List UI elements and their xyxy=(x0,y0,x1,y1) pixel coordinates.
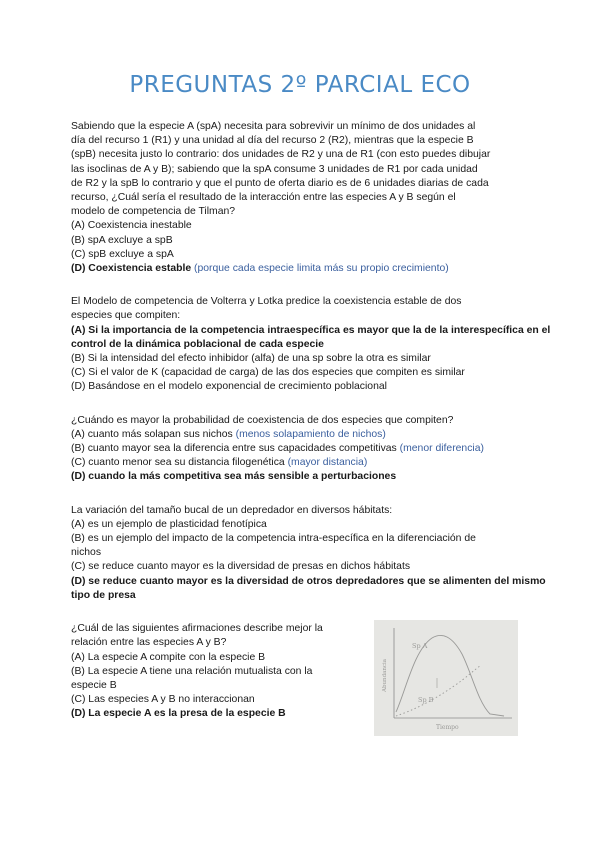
q1-option-b: (B) spA excluye a spB xyxy=(71,234,173,246)
q2-answer-line: control de la dinámica poblacional de cada especie xyxy=(71,338,324,350)
q5-option-c: (C) Las especies A y B no interaccionan xyxy=(71,694,255,706)
question-1 xyxy=(71,120,591,276)
q3-option-c-note: (mayor distancia) xyxy=(287,457,368,469)
q3-option-a-note: (menos solapamiento de nichos) xyxy=(235,428,386,440)
q1-stem-line: Sabiendo que la especie A (spA) necesita para sobrevivir un mínimo de dos unidades al xyxy=(71,121,476,132)
q1-stem-line: las isoclinas de A y B); sabiendo que la spA consume 3 unidades de R1 por cada unidad xyxy=(71,163,478,175)
question-4 xyxy=(71,504,591,603)
q3-option-a xyxy=(71,428,591,442)
q1-answer-note: (porque cada especie limita más su propio crecimiento) xyxy=(194,263,449,275)
q4-answer-line: tipo de presa xyxy=(71,589,136,601)
x-axis-label: Tiempo xyxy=(436,724,459,732)
q4-stem: La variación del tamaño bucal de un depredador en diversos hábitats: xyxy=(71,504,393,516)
label-sp-a: Sp A xyxy=(412,642,428,651)
q1-option-a: (A) Coexistencia inestable xyxy=(71,220,192,232)
q3-option-b xyxy=(71,442,591,456)
q3-option-c xyxy=(71,456,591,470)
q2-option-d: (D) Basándose en el modelo exponencial de crecimiento poblacional xyxy=(71,381,387,393)
q3-option-b-note: (menor diferencia) xyxy=(399,443,484,455)
q2-option-c: (C) Si el valor de K (capacidad de carga) de las dos especies que compiten es similar xyxy=(71,367,465,379)
q2-stem-line: El Modelo de competencia de Volterra y Lotka predice la coexistencia estable de dos xyxy=(71,296,462,308)
y-axis-label: Abundancia xyxy=(382,659,388,693)
population-dynamics-figure xyxy=(374,620,518,736)
q1-stem-line: de R2 y la spB lo contrario y que el punto de oferta diario es de 6 unidades diarias de cada xyxy=(71,177,489,189)
q5-stem-line: ¿Cuál de las siguientes afirmaciones describe mejor la xyxy=(71,623,323,635)
q2-answer-line: (A) Si la importancia de la competencia intraespecífica es mayor que la de la interespecífica en el xyxy=(71,324,551,336)
q1-stem-line: (spB) necesita justo lo contrario: dos unidades de R2 y una de R1 (con esto puedes dibujar xyxy=(71,149,491,161)
question-list xyxy=(71,120,591,732)
q3-option-a-text: (A) cuanto más solapan sus nichos xyxy=(71,428,233,440)
q3-stem: ¿Cuándo es mayor la probabilidad de coexistencia de dos especies que compiten? xyxy=(71,414,454,426)
q1-answer-row xyxy=(71,262,591,276)
q3-option-b-text: (B) cuanto mayor sea la diferencia entre sus capacidades competitivas xyxy=(71,443,397,455)
q3-option-c-text: (C) cuanto menor sea su distancia filogenética xyxy=(71,457,285,469)
q2-option-b: (B) Si la intensidad del efecto inhibidor (alfa) de una sp sobre la otra es similar xyxy=(71,353,431,365)
q5-option-b-cont: especie B xyxy=(71,679,117,691)
q4-option-c: (C) se reduce cuanto mayor es la diversidad de presas en dichos hábitats xyxy=(71,561,411,573)
q2-stem-line: especies que compiten: xyxy=(71,310,181,322)
question-5 xyxy=(71,622,591,732)
q5-option-b: (B) La especie A tiene una relación mutualista con la xyxy=(71,665,313,677)
label-sp-b: Sp B xyxy=(418,696,434,705)
q4-option-b-cont: nichos xyxy=(71,547,102,559)
q1-answer: (D) Coexistencia estable xyxy=(71,263,192,275)
q1-stem-line: recurso, ¿Cuál sería el resultado de la interacción entre las especies A y B según el xyxy=(71,192,456,204)
q5-answer: (D) La especie A es la presa de la especie B xyxy=(71,708,286,720)
question-3 xyxy=(71,414,591,485)
q5-stem-line: relación entre las especies A y B? xyxy=(71,637,227,649)
q1-stem-line: modelo de competencia de Tilman? xyxy=(71,206,236,218)
q4-option-b: (B) es un ejemplo del impacto de la competencia intra-específica en la diferenciación de xyxy=(71,533,476,545)
q4-answer-line: (D) se reduce cuanto mayor es la diversidad de otros depredadores que se alimenten del mismo xyxy=(71,575,546,587)
q4-option-a: (A) es un ejemplo de plasticidad fenotípica xyxy=(71,518,267,530)
q1-stem-line: día del recurso 1 (R1) y una unidad al día del recurso 2 (R2), mientras que la especie B xyxy=(71,135,474,147)
q5-option-a: (A) La especie A compite con la especie B xyxy=(71,651,266,663)
page-title: PREGUNTAS 2º PARCIAL ECO xyxy=(129,72,471,98)
question-2 xyxy=(71,295,591,394)
population-curve-graph xyxy=(374,620,518,736)
q1-option-c: (C) spB excluye a spA xyxy=(71,248,174,260)
q3-answer: (D) cuando la más competitiva sea más sensible a perturbaciones xyxy=(71,471,397,483)
